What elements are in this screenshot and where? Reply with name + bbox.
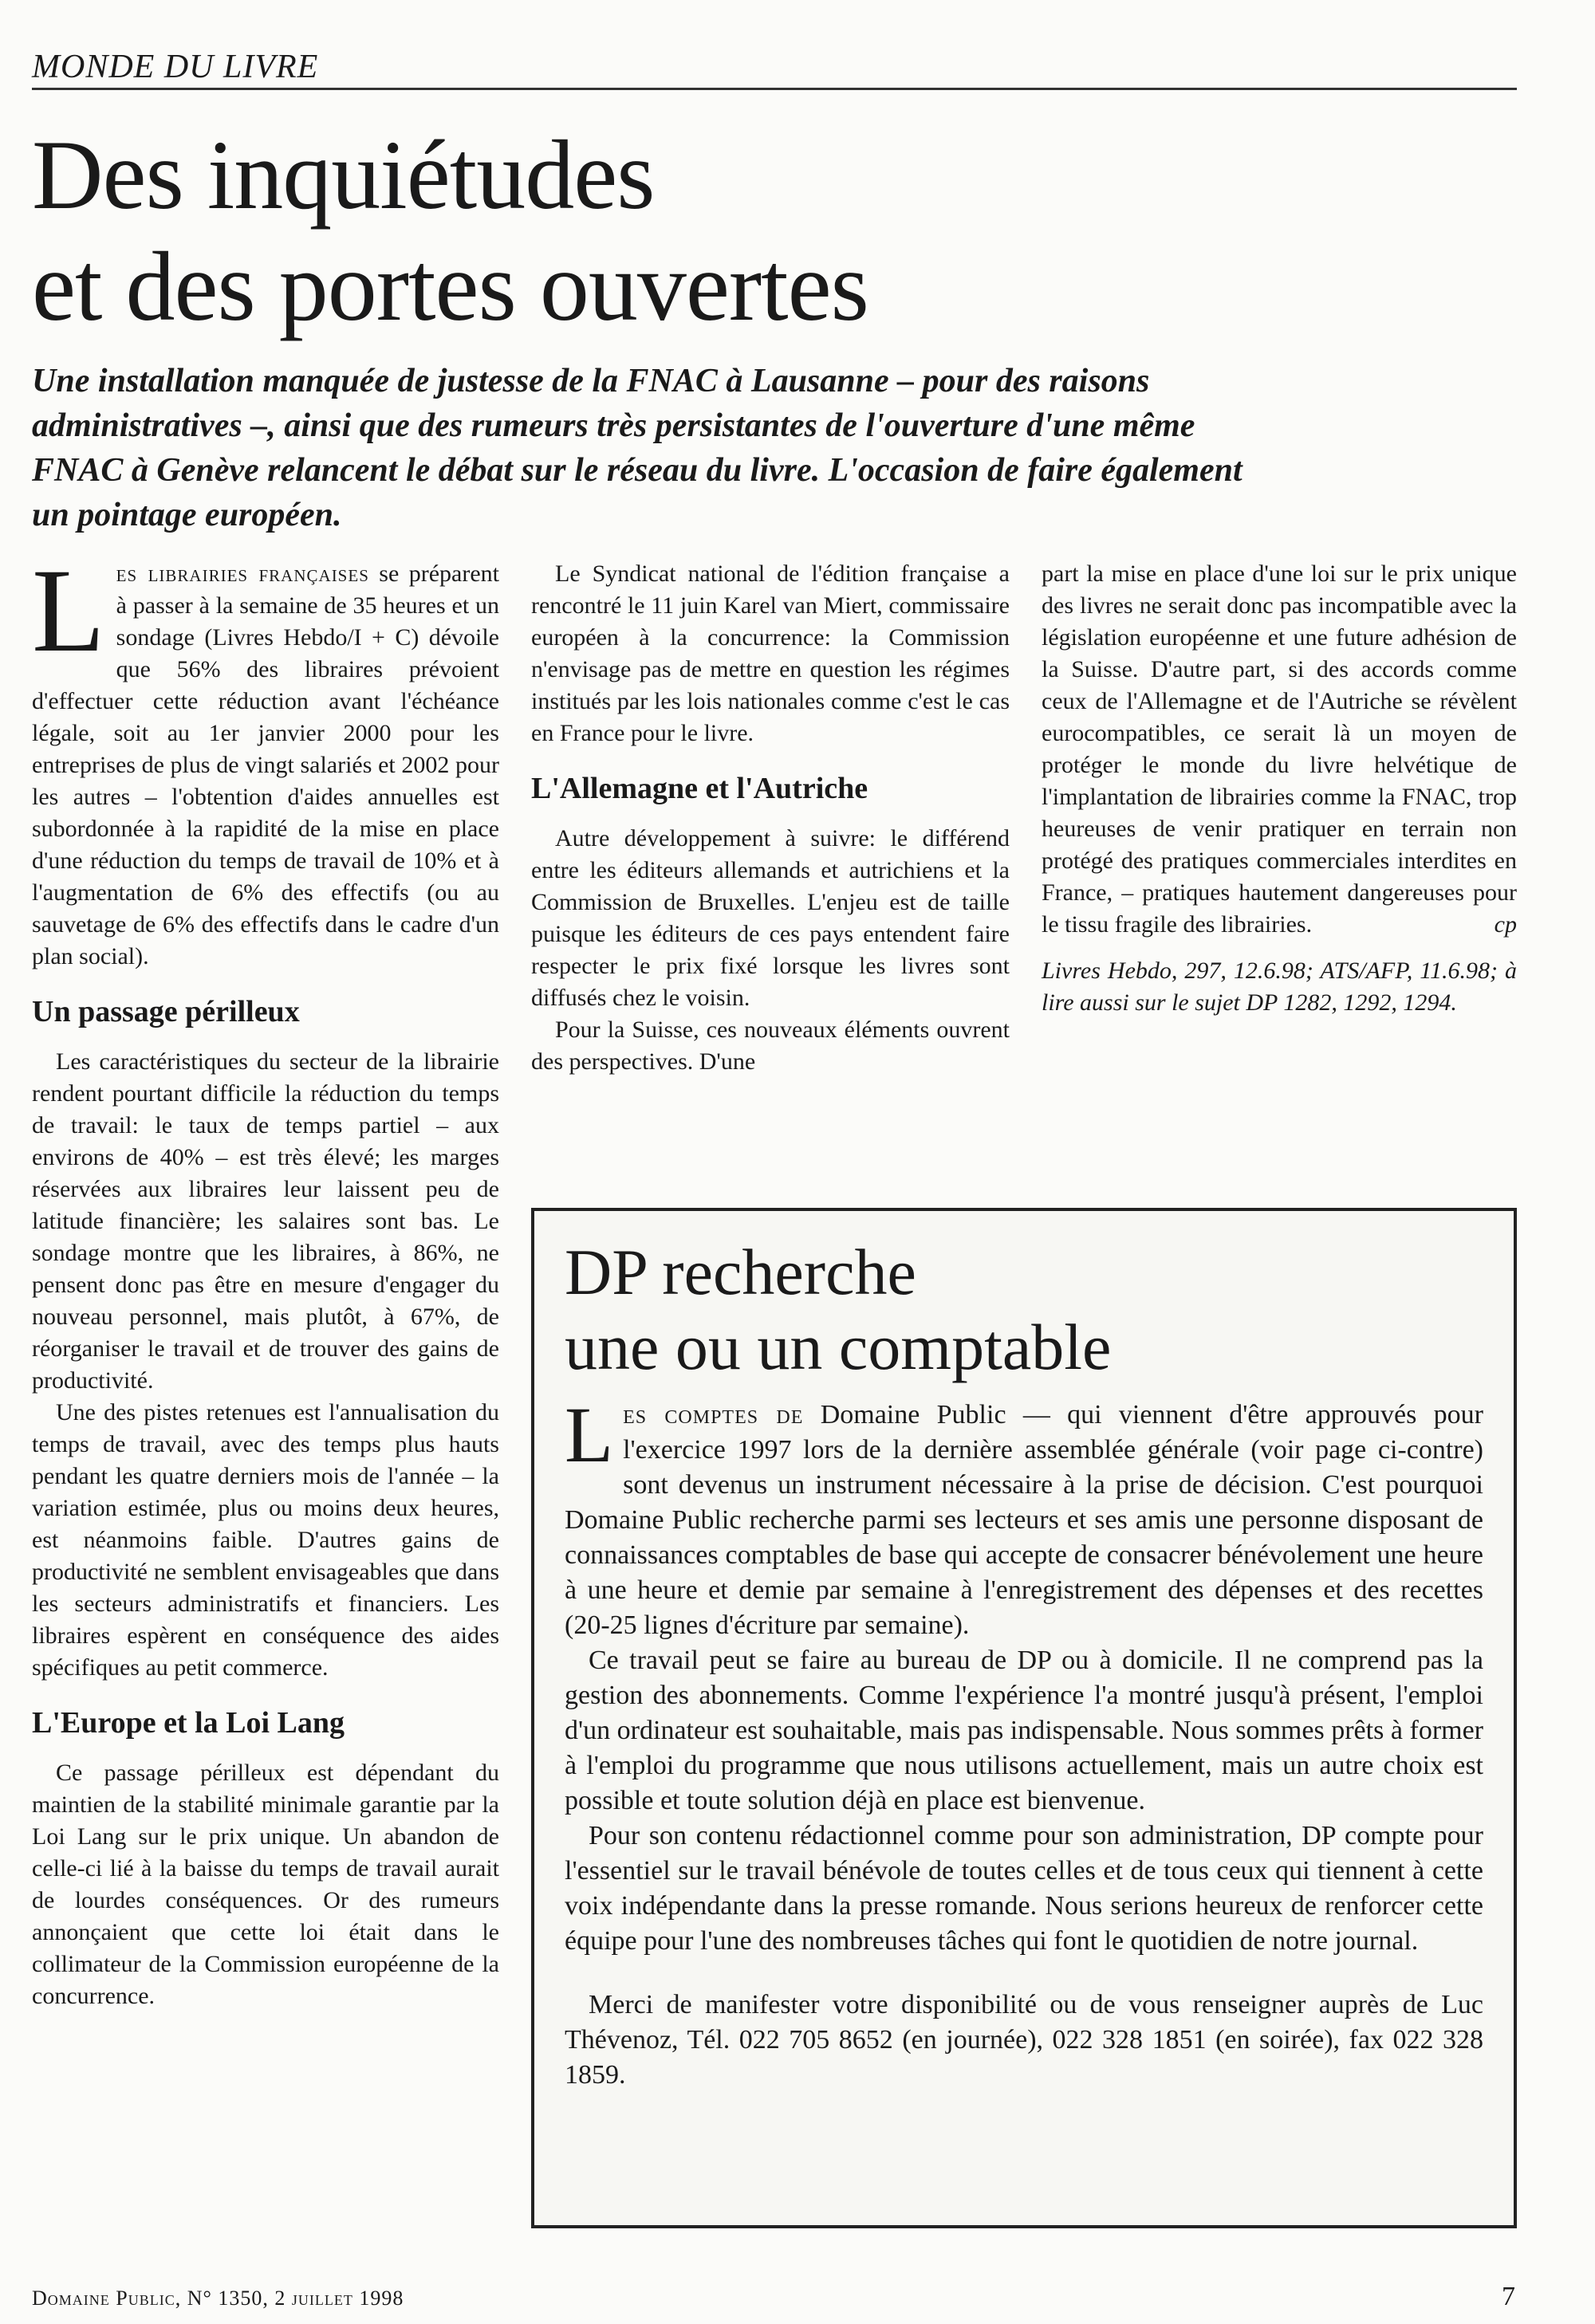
drop-cap: L [32, 545, 105, 677]
paragraph: Le Syndicat national de l'édition française a rencontré le 11 juin Karel van Miert, commissaire européen à la concurrence: la Commission n'envisage pas de mettre en question les régimes institués par les lois nationales comme c'est le cas en France pour le livre. [531, 560, 1010, 746]
paragraph: Une des pistes retenues est l'annualisation du temps de travail, avec des temps plus hauts pendant les quatre derniers mois de l'année – la variation estimée, plus ou moins deux heures, est néanmoins faible. D'autres gains de productivité ne semblent envisageables que dans les secteurs administratifs et financiers. Les libraires espèrent en conséquence des aides spécifiques au petit commerce. [32, 1399, 499, 1681]
subheading-allemagne: L'Allemagne et l'Autriche [531, 772, 868, 805]
headline-line-1: Des inquiétudes [32, 120, 655, 230]
paragraph: Autre développement à suivre: le différend entre les éditeurs allemands et autrichiens et la Commission de Bruxelles. L'enjeu est de taille puisque les éditeurs de ces pays entendent faire respecter le prix fixé lorsque les livres sont diffusés chez le voisin. [531, 825, 1010, 1011]
box-smallcaps: es comptes de [623, 1400, 804, 1429]
page-number: 7 [1502, 2282, 1515, 2311]
paragraph: Ce passage périlleux est dépendant du maintien de la stabilité minimale garantie par la Loi Lang sur le prix unique. Un abandon de celle-ci lié à la baisse du temps de travail aurait de lourdes conséquences. Or des rumeurs annonçaient que cette loi était dans le collimateur de la Commission européenne de la concurrence. [32, 1760, 499, 2009]
box-text: Domaine Public — qui viennent d'être approuvés pour l'exercice 1997 lors de la dernière assemblée générale (voir page ci-contre) sont devenus un instrument nécessaire à la prise de décision. C'est pourquoi Domaine Public recherche parmi ses lecteurs et ses amis une personne disposant de connaissances comptables de base qui accepte de consacrer bénévolement une heure à une heure et demie par semaine à l'enregistrement des dépenses et des recettes (20-25 lignes d'écriture par semaine). [565, 1400, 1483, 1640]
box-title-line-2: une ou un comptable [565, 1311, 1112, 1383]
box-contact: Merci de manifester votre disponibilité ou de vous renseigner auprès de Luc Thévenoz, Tél. 022 705 8652 (en journée), 022 328 1851 (en soirée), fax 022 328 1859. [565, 1990, 1483, 2090]
subheading-europe: L'Europe et la Loi Lang [32, 1706, 345, 1740]
author-signature: cp [1494, 911, 1517, 938]
paragraph [1042, 558, 1517, 941]
intro-text: se préparent à passer à la semaine de 35 heures et un sondage (Livres Hebdo/I + C) dévoile que 56% des libraires prévoient d'effectuer cette réduction avant l'échéance légale, soit au 1er janvier 2000 pour les entreprises de plus de vingt salariés et 2002 pour les autres – l'obtention d'aides annuelles est subordonnée à la rapidité de la mise en place d'une réduction du temps de travail de 10% et à l'augmentation de 6% des effectifs (ou au sauvetage de 6% des effectifs dans le cadre d'un plan social). [32, 560, 499, 969]
box-paragraph [565, 1390, 1483, 1643]
section-rubric: MONDE DU LIVRE [32, 48, 1517, 90]
lede: Une installation manquée de justesse de la FNAC à Lausanne – pour des raisons administratives –, ainsi que des rumeurs très persistantes de l'ouverture d'une même FNAC à Genève relancent le débat sur le réseau du livre. L'occasion de faire également un pointage européen. [32, 363, 1243, 533]
box-paragraph: Ce travail peut se faire au bureau de DP ou à domicile. Il ne comprend pas la gestion des abonnements. Comme l'expérience l'a montré jusqu'à présent, l'emploi d'un ordinateur est souhaitable, mais pas indispensable. Nous sommes prêts à former à l'emploi du programme que nous utilisons actuellement, mais un autre choix est possible et toute solution déjà en place est bienvenue. [565, 1646, 1483, 1815]
box-title-line-1: DP recherche [565, 1236, 916, 1308]
article-column-3 [1042, 558, 1517, 1019]
article-column-2 [531, 558, 1010, 1078]
headline-line-2: et des portes ouvertes [32, 232, 868, 341]
col3-text: part la mise en place d'une loi sur le prix unique des livres ne serait donc pas incompatible avec la législation européenne et une future adhésion de la Suisse. D'autre part, si des accords comme ceux de l'Allemagne et de l'Autriche se révèlent eurocompatibles, ce serait là un moyen de protéger le monde du livre helvétique de l'implantation de librairies comme la FNAC, trop heureuses de venir pratiquer en terrain non protégé des pratiques commerciales interdites en France, – pratiques hautement dangereuses pour le tissu fragile des librairies. [1042, 560, 1517, 938]
subheading-passage: Un passage périlleux [32, 995, 300, 1028]
box-drop-cap: L [565, 1390, 614, 1479]
box-body [565, 1390, 1483, 2093]
intro-smallcaps: es librairies françaises [116, 560, 369, 587]
job-offer-box [531, 1208, 1517, 2228]
footer-publication: Domaine Public, N° 1350, 2 juillet 1998 [32, 2287, 404, 2310]
intro-paragraph [32, 545, 499, 973]
source-reference: Livres Hebdo, 297, 12.6.98; ATS/AFP, 11.6.98; à lire aussi sur le sujet DP 1282, 1292, 1294. [1042, 958, 1517, 1016]
box-title [565, 1235, 1483, 1385]
headline [32, 120, 1467, 343]
paragraph: Pour la Suisse, ces nouveaux éléments ouvrent des perspectives. D'une [531, 1017, 1010, 1075]
article-column-1 [32, 545, 499, 2012]
box-paragraph: Pour son contenu rédactionnel comme pour son administration, DP compte pour l'essentiel sur le travail bénévole de toutes celles et de tous ceux qui tiennent à cette voix indépendante dans la presse romande. Nous serions heureux de renforcer cette équipe pour l'une des nombreuses tâches qui font le quotidien de notre journal. [565, 1821, 1483, 1956]
paragraph: Les caractéristiques du secteur de la librairie rendent pourtant difficile la réduction du temps de travail: le taux de temps partiel – aux environs de 40% – est très élevé; les marges réservées aux libraires leur laissent peu de latitude financière; les salaires sont bas. Le sondage montre que les libraires, à 86%, ne pensent donc pas être en mesure d'engager du nouveau personnel, mais plutôt, à 67%, de réorganiser le travail et de trouver des gains de productivité. [32, 1048, 499, 1394]
